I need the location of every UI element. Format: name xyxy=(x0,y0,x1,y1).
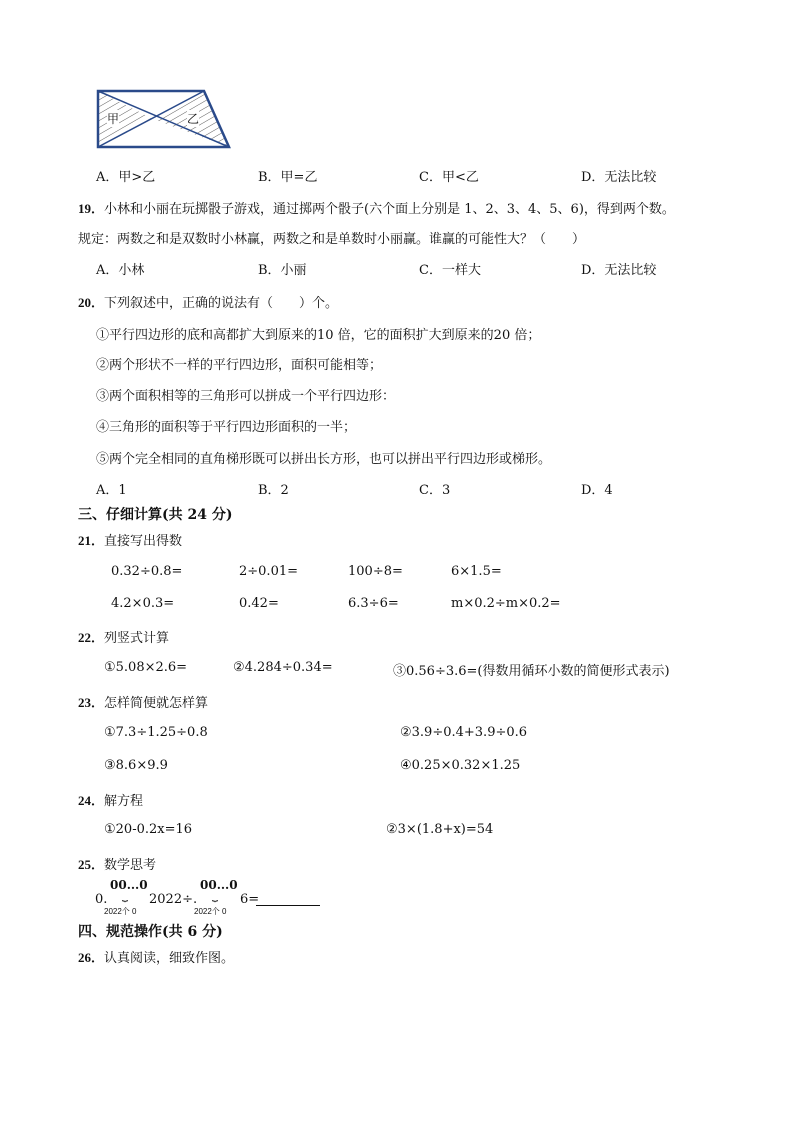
q25-brace-2: ⏟ xyxy=(212,891,218,902)
q25-part-3: 6= xyxy=(240,892,260,907)
q25-title: 数学思考 xyxy=(104,858,157,873)
q19-option-a[interactable]: A．小林 xyxy=(96,263,145,278)
q25-answer-blank[interactable] xyxy=(256,893,320,910)
q18-option-b[interactable]: B．甲=乙 xyxy=(258,170,318,185)
q21-r2-c4: m×0.2÷m×0.2= xyxy=(451,596,561,611)
q23-item-4: ④0.25×0.32×1.25 xyxy=(400,758,521,773)
q19-option-d[interactable]: D．无法比较 xyxy=(581,263,657,278)
q23-item-1: ①7.3÷1.25÷0.8 xyxy=(104,725,208,740)
q21-title: 直接写出得数 xyxy=(104,534,183,549)
q20-number: 20． xyxy=(78,295,105,310)
q18-option-a[interactable]: A．甲>乙 xyxy=(96,170,156,185)
q25-zeros-1: 00...0 xyxy=(110,878,148,892)
q20-option-c[interactable]: C．3 xyxy=(419,483,451,498)
q22-item-2: ②4.284÷0.34= xyxy=(233,660,333,675)
q20-item-2: ②两个形状不一样的平行四边形，面积可能相等； xyxy=(96,358,383,373)
q25-number: 25． xyxy=(78,857,105,872)
q20-item-3: ③两个面积相等的三角形可以拼成一个平行四边形： xyxy=(96,389,396,404)
q26-number: 26． xyxy=(78,950,105,965)
q21-r2-c3: 6.3÷6= xyxy=(348,596,399,611)
q20-item-4: ④三角形的面积等于平行四边形面积的一半； xyxy=(96,420,357,435)
q18-option-d[interactable]: D．无法比较 xyxy=(581,170,657,185)
label-yi: 乙 xyxy=(187,112,200,126)
q18-option-c[interactable]: C．甲<乙 xyxy=(419,170,479,185)
q24-item-1: ①20-0.2x=16 xyxy=(104,822,193,837)
q25-part-2: 2022÷. xyxy=(149,892,198,907)
q22-item-1: ①5.08×2.6= xyxy=(104,660,188,675)
q21-r1-c1: 0.32÷0.8= xyxy=(111,564,183,579)
q23-title: 怎样简便就怎样算 xyxy=(104,696,209,711)
q19-option-c[interactable]: C．一样大 xyxy=(419,263,481,278)
q23-number: 23． xyxy=(78,695,105,710)
q21-r2-c2: 0.42= xyxy=(239,596,279,611)
q21-number: 21． xyxy=(78,533,105,548)
q19-line1: 小林和小丽在玩掷骰子游戏，通过掷两个骰子(六个面上分别是 1、2、3、4、5、6)，得到两个数。 xyxy=(104,202,675,217)
q21-r1-c3: 100÷8= xyxy=(348,564,403,579)
q23-item-3: ③8.6×9.9 xyxy=(104,758,168,773)
q19-number: 19． xyxy=(78,201,105,216)
section-3-heading: 三、仔细计算(共 24 分) xyxy=(78,507,233,523)
q20-item-5: ⑤两个完全相同的直角梯形既可以拼出长方形，也可以拼出平行四边形或梯形。 xyxy=(96,452,552,467)
q24-title: 解方程 xyxy=(104,794,144,809)
q25-note-1: 2022个 0 xyxy=(104,907,137,916)
q20-item-1: ①平行四边形的底和高都扩大到原来的10 倍，它的面积扩大到原来的20 倍； xyxy=(96,328,541,343)
q21-r1-c4: 6×1.5= xyxy=(451,564,502,579)
q26-title: 认真阅读，细致作图。 xyxy=(104,951,235,966)
q20-stem: 下列叙述中，正确的说法有（ ）个。 xyxy=(104,296,339,311)
q25-brace-1: ⏟ xyxy=(122,891,128,902)
q24-item-2: ②3×(1.8+x)=54 xyxy=(386,822,494,837)
q20-option-d[interactable]: D．4 xyxy=(581,483,613,498)
q21-r1-c2: 2÷0.01= xyxy=(239,564,299,579)
q22-item-3: ③0.56÷3.6=(得数用循环小数的简便形式表示) xyxy=(393,664,670,679)
q19-line2: 规定：两数之和是双数时小林赢，两数之和是单数时小丽赢。谁赢的可能性大？（ ） xyxy=(78,232,586,247)
q19-option-b[interactable]: B．小丽 xyxy=(258,263,307,278)
q22-number: 22． xyxy=(78,630,105,645)
section-4-heading: 四、规范操作(共 6 分) xyxy=(78,924,223,940)
q23-item-2: ②3.9÷0.4+3.9÷0.6 xyxy=(400,725,528,740)
q24-number: 24． xyxy=(78,793,105,808)
q25-part-1: 0. xyxy=(95,892,108,907)
q22-title: 列竖式计算 xyxy=(104,631,170,646)
q25-zeros-2: 00...0 xyxy=(200,878,238,892)
q20-option-b[interactable]: B．2 xyxy=(258,483,289,498)
q25-note-2: 2022个 0 xyxy=(194,907,227,916)
q20-option-a[interactable]: A．1 xyxy=(96,483,127,498)
label-jia: 甲 xyxy=(107,112,120,126)
q21-r2-c1: 4.2×0.3= xyxy=(111,596,175,611)
